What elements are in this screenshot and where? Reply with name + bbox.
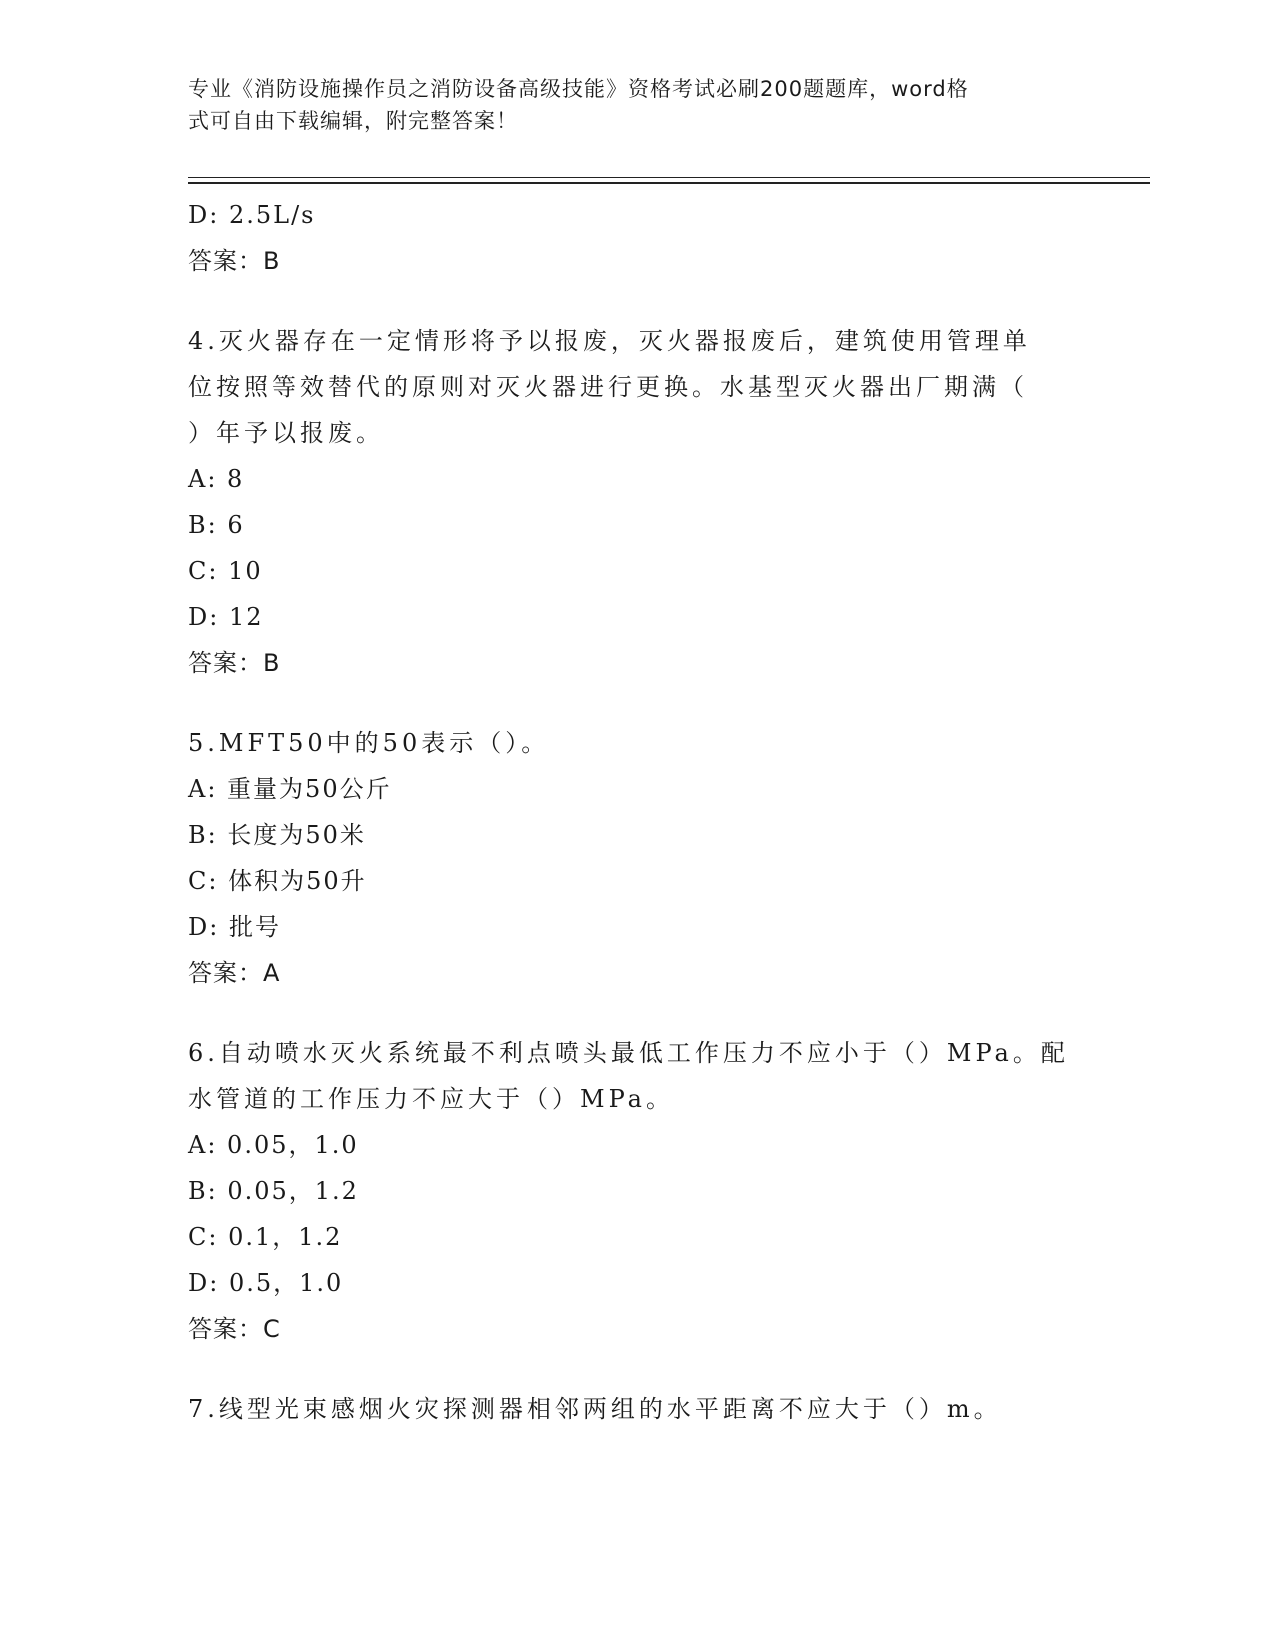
option-c: C: 0.1，1.2 xyxy=(188,1223,343,1251)
question-6-stem-line-1: 6.自动喷水灭火系统最不利点喷头最低工作压力不应小于（）MPa。配 xyxy=(188,1039,1069,1067)
answer-line: 答案：B xyxy=(188,649,281,677)
previous-question-tail xyxy=(188,192,1088,284)
option-a: A: 8 xyxy=(188,465,245,493)
question-4-stem-line-3: ）年予以报废。 xyxy=(188,419,384,447)
option-b: B: 长度为50米 xyxy=(188,821,366,849)
option-c: C: 体积为50升 xyxy=(188,867,367,895)
document-header xyxy=(188,73,1068,137)
question-7 xyxy=(188,1386,1088,1432)
answer-line: 答案：B xyxy=(188,247,281,275)
header-line-2: 式可自由下载编辑，附完整答案！ xyxy=(188,109,518,133)
question-list xyxy=(188,192,1088,1432)
question-6 xyxy=(188,1030,1088,1352)
question-4-stem-line-1: 4.灭火器存在一定情形将予以报废，灭火器报废后，建筑使用管理单 xyxy=(188,327,1031,355)
question-5 xyxy=(188,720,1088,996)
answer-line: 答案：C xyxy=(188,1315,281,1343)
option-d: D: 0.5，1.0 xyxy=(188,1269,344,1297)
question-7-stem-line-1: 7.线型光束感烟火灾探测器相邻两组的水平距离不应大于（）m。 xyxy=(188,1395,1002,1423)
option-d: D: 12 xyxy=(188,603,264,631)
option-a: A: 0.05，1.0 xyxy=(188,1131,359,1159)
question-6-stem-line-2: 水管道的工作压力不应大于（）MPa。 xyxy=(188,1085,674,1113)
option-d: D: 2.5L/s xyxy=(188,201,316,229)
header-line-1: 专业《消防设施操作员之消防设备高级技能》资格考试必刷200题题库，word格 xyxy=(188,77,969,101)
question-4 xyxy=(188,318,1088,686)
option-c: C: 10 xyxy=(188,557,263,585)
option-b: B: 0.05，1.2 xyxy=(188,1177,359,1205)
option-a: A: 重量为50公斤 xyxy=(188,775,392,803)
header-divider-thick xyxy=(188,182,1150,184)
answer-line: 答案：A xyxy=(188,959,281,987)
header-divider-thin xyxy=(188,177,1150,178)
option-b: B: 6 xyxy=(188,511,245,539)
question-5-stem-line-1: 5.MFT50中的50表示（）。 xyxy=(188,729,550,757)
option-d: D: 批号 xyxy=(188,913,281,941)
question-4-stem-line-2: 位按照等效替代的原则对灭火器进行更换。水基型灭火器出厂期满（ xyxy=(188,373,1028,401)
